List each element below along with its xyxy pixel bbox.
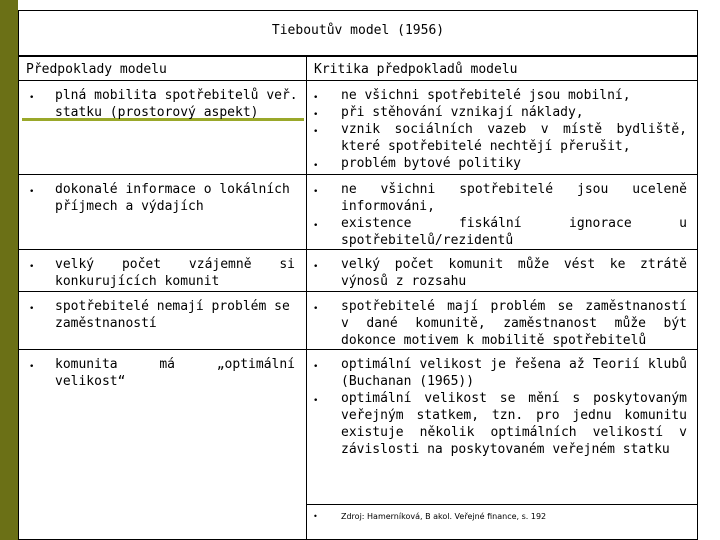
bullet-icon: • [29,304,35,314]
assumption-text: spotřebitelé nemají problém se zaměstnaností [55,299,290,331]
bullet-icon: • [29,262,35,272]
bullet-icon: • [313,362,319,372]
criticism-text: spotřebitelé mají problém se zaměstnaností v dané komunitě, zaměstnanost může být dokonce motivem k mobilitě spotřebitelů [341,299,687,348]
bullet-icon: • [29,187,35,197]
bullet-icon: • [313,304,319,314]
criticism-text: optimální velikost je řešena až Teorií klubů (Buchanan (1965)) optimální velikost se mění s poskytovaným veřejným statkem, tzn. pro jednu komunitu existuje několik optimálních velikostí v závislosti na poskytovaném veřejném statku [341,357,687,457]
bullet-icon: • [313,187,319,197]
bullet-icon: • [313,127,319,137]
bullet-icon: • [313,396,319,406]
criticism-text: ne všichni spotřebitelé jsou uceleně informováni, existence fiskální ignorace u spotřebitelů/rezidentů [341,182,687,248]
source-citation: Zdroj: Hamerníková, B akol. Veřejné finance, s. 192 [341,512,547,521]
row-divider [18,249,698,250]
assumption-text: dokonalé informace o lokálních příjmech a výdajích [55,182,290,214]
bullet-icon: • [313,262,319,272]
row-divider [18,291,698,292]
title-box [18,10,698,56]
row-divider [18,174,698,175]
left-accent-bar [0,0,18,540]
criticism-text: velký počet komunit může vést ke ztrátě výnosů z rozsahu [341,257,687,289]
bullet-icon: • [313,512,318,521]
bullet-icon: • [29,362,35,372]
slide-title: Tieboutův model (1956) [271,23,445,38]
bullet-icon: • [313,221,319,231]
assumption-text: velký počet vzájemně si konkurujících komunit [55,257,295,289]
bullet-icon: • [313,110,319,120]
header-assumptions: Předpoklady modelu [26,62,167,77]
row-divider [18,349,698,350]
assumption-text: plná mobilita spotřebitelů veř. statku (prostorový aspekt) [55,88,298,120]
criticism-text: ne všichni spotřebitelé jsou mobilní, při stěhování vznikají náklady, vznik sociálních vazeb v místě bydliště, které spotřebitelé nechtějí přerušit, problém bytové politiky [341,88,687,171]
header-divider [18,80,698,81]
bullet-icon: • [313,161,319,171]
assumption-text: komunita má „optimální velikost“ [55,357,295,389]
bullet-icon: • [29,93,35,103]
bullet-icon: • [313,93,319,103]
header-criticism: Kritika předpokladů modelu [314,62,518,77]
source-divider [306,504,698,505]
column-divider [306,56,307,540]
